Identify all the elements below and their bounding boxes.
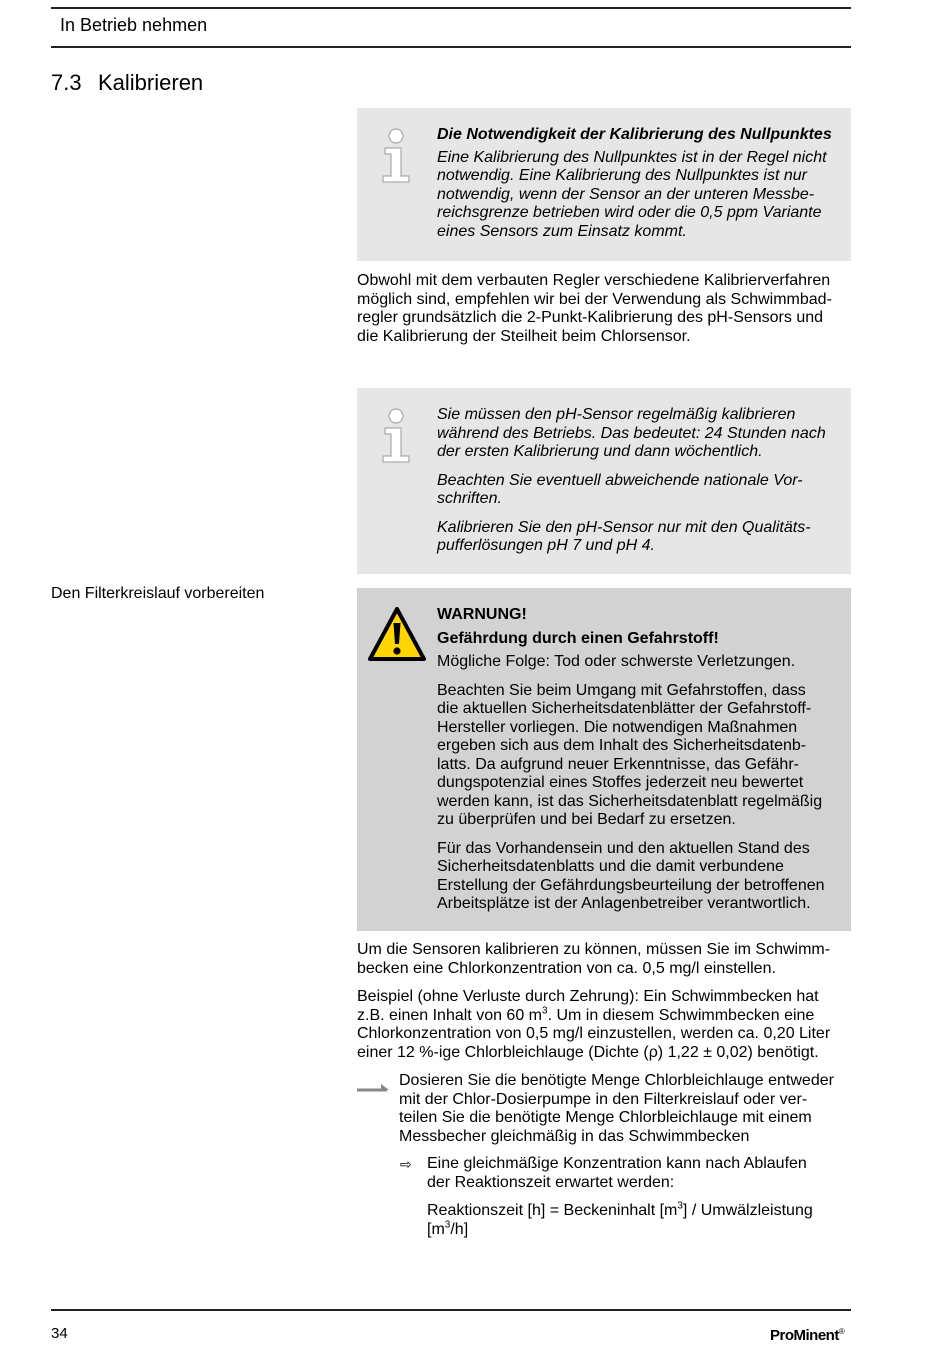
info-icon [379, 128, 413, 186]
text-line: teilen Sie die benötigte Menge Chlorbleichlauge mit einem [399, 1109, 812, 1126]
text-line: Sicherheitsdatenblatts und die damit verbundene [437, 858, 784, 875]
text-line: ergeben sich aus dem Inhalt des Sicherheitsdatenb- [437, 737, 807, 754]
warning-box [357, 588, 851, 931]
text-line: einer 12 %-ige Chlorbleichlauge (Dichte (ρ) 1,22 ± 0,02) benötigt. [357, 1043, 819, 1061]
warning-signal-word: WARNUNG! [437, 606, 527, 623]
section-title [51, 70, 203, 96]
body-text [357, 941, 851, 1072]
text-line: zu überprüfen und bei Bedarf zu ersetzen. [437, 811, 736, 828]
text-line: . Um in diesem Schwimmbecken eine [547, 1006, 815, 1024]
superscript: 3 [444, 1219, 451, 1231]
logo-text: ProMinent [770, 1327, 839, 1344]
footer-rule [51, 1309, 851, 1311]
info-line: eines Sensors zum Einsatz kommt. [437, 222, 687, 240]
text-line: Arbeitsplätze ist der Anlagenbetreiber verantwortlich. [437, 895, 811, 912]
info-title: Die Notwendigkeit der Kalibrierung des Nullpunktes [437, 126, 832, 143]
text-line: ] / Umwälzleistung [682, 1202, 813, 1219]
header-rule [51, 46, 851, 48]
text-line: werden kann, ist das Sicherheitsdatenblatt regelmäßig [437, 792, 823, 810]
info-box-ph-calibration [357, 388, 851, 574]
text-line: der ersten Kalibrierung und dann wöchentlich. [437, 443, 763, 460]
result-formula [427, 1202, 851, 1239]
info-paragraph [437, 472, 843, 509]
info-icon [379, 408, 413, 466]
text-line: schriften. [437, 490, 502, 507]
superscript: 3 [677, 1200, 683, 1212]
text-line: /h] [450, 1220, 469, 1238]
text-line: Dosieren Sie die benötigte Menge Chlorbleichlauge entweder [399, 1072, 834, 1089]
result-text [427, 1155, 851, 1249]
text-line: Messbecher gleichmäßig in das Schwimmbecken [399, 1127, 750, 1145]
info-box-zero-point [357, 108, 851, 261]
text-line: Um die Sensoren kalibrieren zu können, müssen Sie im Schwimm- [357, 941, 831, 958]
section-title-text: Kalibrieren [98, 70, 204, 95]
side-heading: Den Filterkreislauf vorbereiten [51, 585, 265, 602]
text-line: becken eine Chlorkonzentration von ca. 0,5 mg/l einstellen. [357, 959, 776, 977]
warning-hazard: Gefährdung durch einen Gefahrstoff! [437, 629, 719, 647]
body-paragraph [357, 941, 851, 978]
result-arrow-icon: ⇨ [400, 1156, 412, 1172]
info-line: Eine Kalibrierung des Nullpunktes ist in der Regel nicht [437, 148, 827, 166]
text-line: Kalibrieren Sie den pH-Sensor nur mit den Qualitäts- [437, 518, 811, 536]
text-line: Beachten Sie eventuell abweichende nationale Vor- [437, 471, 803, 489]
action-arrow-icon [357, 1080, 391, 1094]
text-line: mit der Chlor-Dosierpumpe in den Filterkreislauf oder ver- [399, 1090, 808, 1108]
text-line: Eine gleichmäßige Konzentration kann nach Ablaufen [427, 1155, 807, 1172]
page-number: 34 [51, 1325, 68, 1342]
text-line: Erstellung der Gefährdungsbeurteilung der betroffenen [437, 876, 825, 894]
text-line: Chlorkonzentration von 0,5 mg/l einzustellen, werden ca. 0,20 Liter [357, 1025, 831, 1042]
info-line: notwendig, wenn der Sensor an der unteren Messbe- [437, 185, 815, 203]
top-rule [51, 7, 851, 9]
superscript: 3 [542, 1005, 548, 1017]
body-paragraph-example [357, 988, 851, 1062]
text-line: [m [427, 1220, 445, 1238]
text-line: der Reaktionszeit erwartet werden: [427, 1173, 675, 1191]
intro-paragraph [357, 272, 851, 346]
text-line: die aktuellen Sicherheitsdatenblätter der Gefahrstoff- [437, 700, 812, 717]
logo-mark: ® [838, 1327, 845, 1336]
info-line: reichsgrenze betrieben wird oder die 0,5 ppm Variante [437, 204, 822, 221]
warning-paragraph [437, 840, 843, 914]
result-paragraph [427, 1155, 851, 1192]
section-number: 7.3 [51, 70, 82, 95]
action-step [399, 1072, 851, 1146]
warning-consequence: Mögliche Folge: Tod oder schwerste Verletzungen. [437, 653, 796, 670]
text-line: dungspotenzial eines Stoffes jederzeit neu bewertet [437, 774, 804, 791]
text-line: latts. Da aufgrund neuer Erkenntnisse, das Gefähr- [437, 755, 799, 773]
text-line: Beachten Sie beim Umgang mit Gefahrstoffen, dass [437, 681, 806, 699]
info-paragraph [437, 406, 843, 462]
warning-triangle-icon [367, 606, 427, 662]
warning-paragraph [437, 682, 843, 830]
text-line: möglich sind, empfehlen wir bei der Verwendung als Schwimmbad- [357, 290, 832, 308]
text-line: Sie müssen den pH-Sensor regelmäßig kalibrieren [437, 406, 796, 423]
info-paragraph [437, 519, 843, 556]
info-line: notwendig. Eine Kalibrierung des Nullpunktes ist nur [437, 167, 807, 184]
text-line: während des Betriebs. Das bedeutet: 24 Stunden nach [437, 424, 826, 442]
text-line: z.B. einen Inhalt von 60 m [357, 1006, 542, 1024]
text-line: Obwohl mit dem verbauten Regler verschiedene Kalibrierverfahren [357, 272, 831, 289]
text-line: Reaktionszeit [h] = Beckeninhalt [m [427, 1202, 678, 1219]
text-line: pufferlösungen pH 7 und pH 4. [437, 537, 655, 554]
text-line: regler grundsätzlich die 2-Punkt-Kalibrierung des pH-Sensors und [357, 309, 824, 326]
brand-logo [770, 1327, 844, 1344]
text-line: die Kalibrierung der Steilheit beim Chlorsensor. [357, 327, 691, 345]
text-line: Beispiel (ohne Verluste durch Zehrung): Ein Schwimmbecken hat [357, 988, 819, 1005]
text-line: Für das Vorhandensein und den aktuellen Stand des [437, 839, 810, 857]
text-line: Hersteller vorliegen. Die notwendigen Maßnahmen [437, 718, 798, 736]
chapter-header: In Betrieb nehmen [60, 15, 208, 35]
